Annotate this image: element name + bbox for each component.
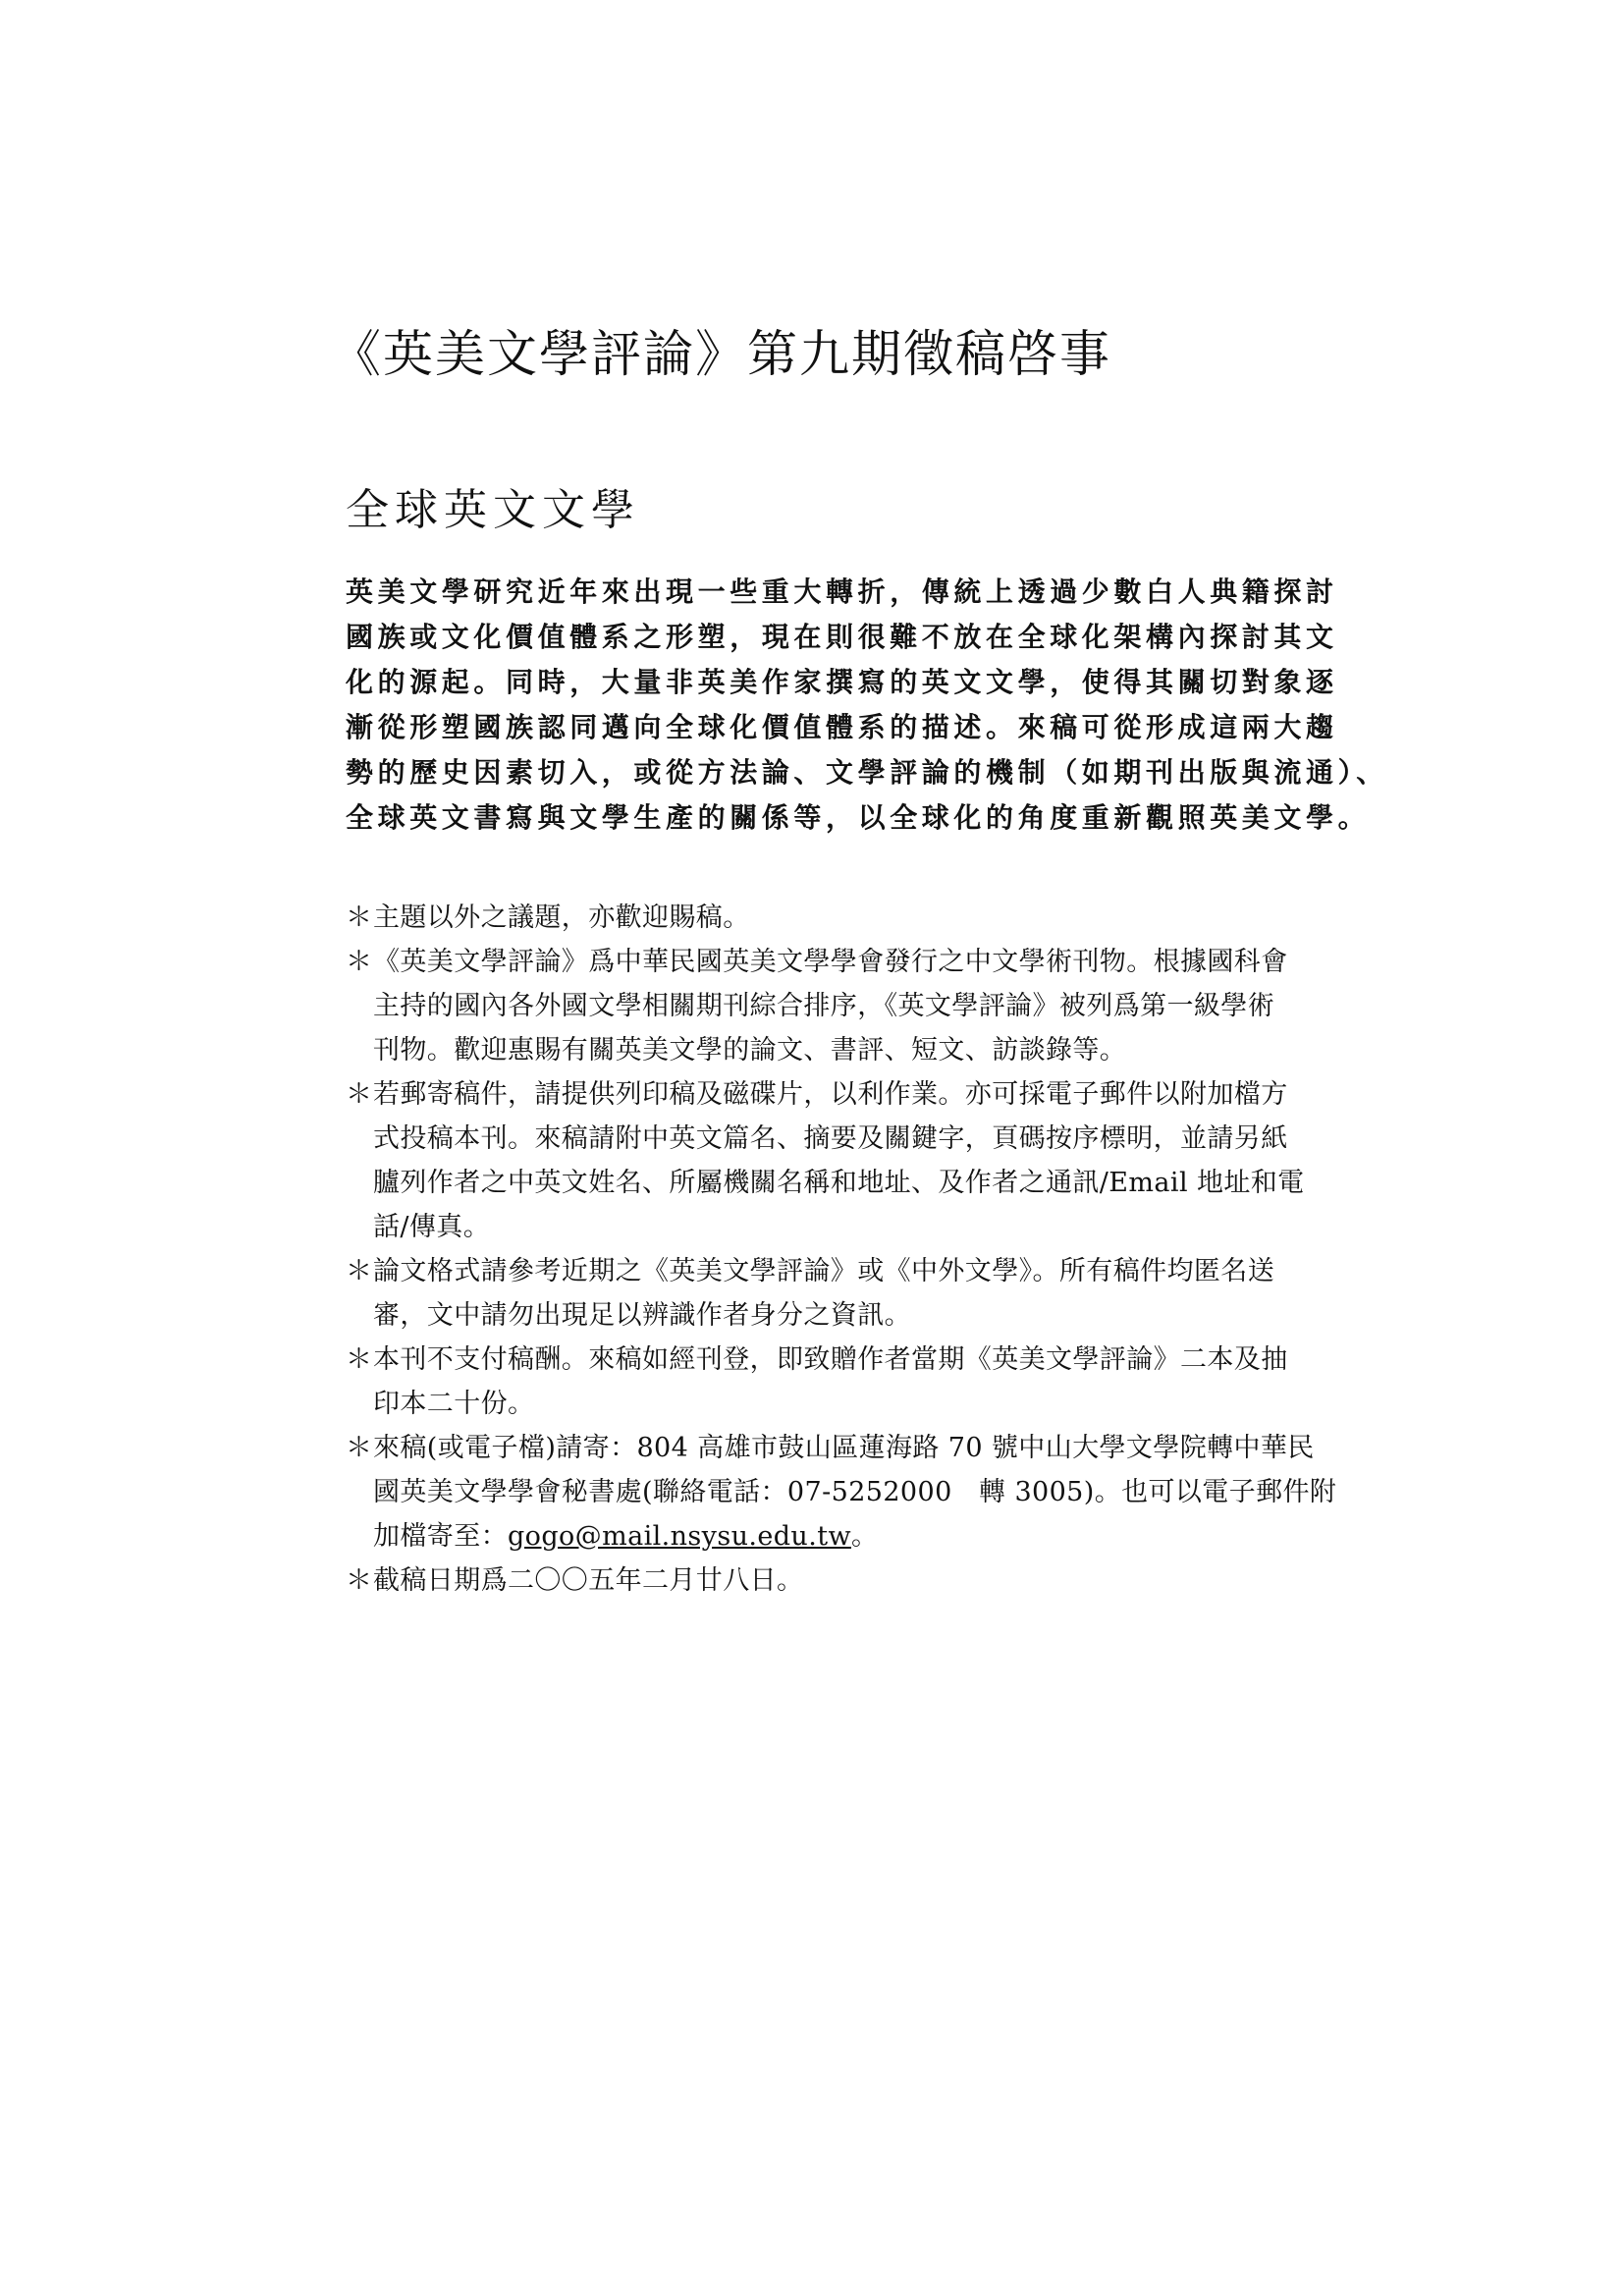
note-deadline [346,1558,1308,1603]
note-line: 本刊不支付稿酬。來稿如經刊登，即致贈作者當期《英美文學評論》二本及抽 [373,1344,1288,1375]
asterisk-bullet: ＊ [346,1079,373,1110]
asterisk-bullet: ＊ [346,947,373,977]
intro-line: 英美文學研究近年來出現一些重大轉折，傳統上透過少數白人典籍探討 [346,575,1338,608]
note-line: 主持的國內各外國文學相關期刊綜合排序，《英文學評論》被列爲第一級學術 [373,991,1275,1021]
page-title: 《英美文學評論》第九期徵稿啓事 [331,326,1112,384]
asterisk-bullet: ＊ [346,1344,373,1375]
note-line: 審，文中請勿出現足以辨識作者身分之資訊。 [373,1300,911,1331]
note-paper-style [346,1249,1308,1338]
asterisk-bullet: ＊ [346,902,373,933]
note-line: 來稿(或電子檔)請寄：804 高雄市鼓山區蓮海路 70 號中山大學文學院轉中華民 [373,1433,1315,1463]
note-line: 截稿日期爲二〇〇五年二月廿八日。 [373,1565,804,1596]
submission-notes-list [346,896,1337,1603]
note-line: 印本二十份。 [373,1389,535,1419]
intro-line: 國族或文化價值體系之形塑，現在則很難不放在全球化架構內探討其文 [346,621,1338,653]
note-line: 國英美文學學會秘書處(聯絡電話：07-5252000 轉 3005)。也可以電子郵件附 [373,1477,1337,1507]
intro-line: 化的源起。同時，大量非英美作家撰寫的英文文學，使得其關切對象逐 [346,666,1338,698]
email-prefix: 加檔寄至： [373,1521,508,1552]
intro-line: 全球英文書寫與文學生產的關係等，以全球化的角度重新觀照英美文學。 [346,801,1371,834]
intro-line: 漸從形塑國族認同邁向全球化價值體系的描述。來稿可從形成這兩大趨 [346,711,1338,743]
asterisk-bullet: ＊ [346,1433,373,1463]
note-other-topics [346,896,1308,940]
note-remuneration [346,1338,1308,1426]
section-title: 全球英文文學 [346,485,640,535]
note-journal-info [346,940,1308,1072]
note-line: 《英美文學評論》爲中華民國英美文學學會發行之中文學術刊物。根據國科會 [373,947,1288,977]
note-submission-format [346,1072,1308,1249]
note-line: 刊物。歡迎惠賜有關英美文學的論文、書評、短文、訪談錄等。 [373,1035,1127,1066]
email-link[interactable]: gogo@mail.nsysu.edu.tw [508,1521,851,1552]
note-line: 話/傳真。 [373,1212,491,1242]
note-line: 論文格式請參考近期之《英美文學評論》或《中外文學》。所有稿件均匿名送 [373,1256,1275,1286]
asterisk-bullet: ＊ [346,1256,373,1286]
note-line [373,1514,1308,1558]
asterisk-bullet: ＊ [346,1565,373,1596]
email-suffix: 。 [850,1521,879,1552]
note-line: 若郵寄稿件，請提供列印稿及磁碟片，以利作業。亦可採電子郵件以附加檔方 [373,1079,1288,1110]
intro-paragraph [346,570,1388,841]
note-line: 式投稿本刊。來稿請附中英文篇名、摘要及關鍵字，頁碼按序標明，並請另紙 [373,1123,1288,1154]
note-mailing-address [346,1426,1337,1558]
note-line: 臚列作者之中英文姓名、所屬機關名稱和地址、及作者之通訊/Email 地址和電 [373,1168,1305,1198]
note-line: 主題以外之議題，亦歡迎賜稿。 [373,902,750,933]
intro-line: 勢的歷史因素切入，或從方法論、文學評論的機制（如期刊出版與流通）、 [346,756,1388,789]
